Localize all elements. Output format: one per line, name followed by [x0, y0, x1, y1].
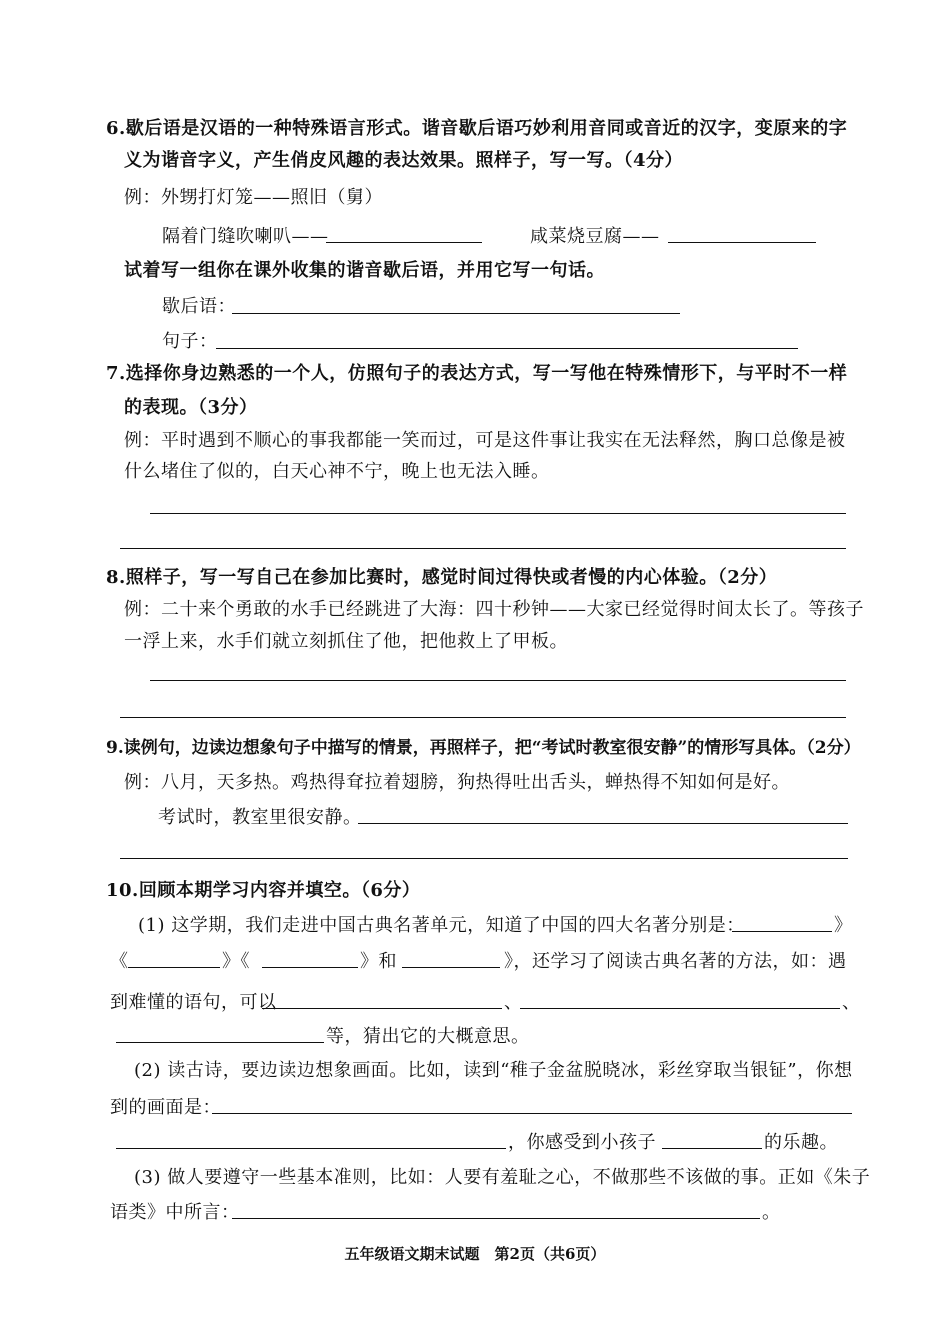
q7-example-line1: 例：平时遇到不顺心的事我都能一笑而过，可是这件事让我实在无法释然，胸口总像是被	[124, 430, 846, 451]
q10-p1-text-d: 等，猜出它的大概意思。	[326, 1026, 530, 1047]
q6-sentence-blank[interactable]	[216, 348, 798, 349]
q10-p1-mid1: 》《	[222, 951, 250, 972]
q10-p2-text-c: ，你感受到小孩子	[508, 1132, 656, 1153]
q6-xhy-blank[interactable]	[232, 313, 680, 314]
q6-stem-line2: 义为谐音字义，产生俏皮风趣的表达效果。照样子，写一写。（4分）	[124, 150, 684, 171]
q8-answer-blank-1[interactable]	[150, 680, 846, 681]
q6-example: 例：外甥打灯笼——照旧（舅）	[124, 187, 383, 208]
q10-p2-text-b: 到的画面是：	[110, 1097, 221, 1118]
q10-p2-text-d: 的乐趣。	[764, 1132, 838, 1153]
q9-answer-blank-2[interactable]	[120, 858, 848, 859]
q8-stem: 8.照样子，写一写自己在参加比赛时，感觉时间过得快或者慢的内心体验。（2分）	[106, 567, 778, 588]
q10-method2-blank[interactable]	[520, 1008, 840, 1009]
q9-example: 例：八月，天多热。鸡热得耷拉着翅膀，狗热得吐出舌头，蝉热得不知如何是好。	[124, 772, 790, 793]
q9-stem: 9.读例句，边读边想象句子中描写的情景，再照样子，把“考试时教室很安静”的情形写具体。（2分）	[106, 738, 861, 758]
q10-method1-blank[interactable]	[262, 1008, 502, 1009]
q10-fun-blank[interactable]	[662, 1148, 762, 1149]
q10-p1-text-a: (1) 这学期，我们走进中国古典名著单元，知道了中国的四大名著分别是：	[138, 915, 745, 936]
q7-stem-line2: 的表现。（3分）	[124, 397, 258, 418]
q10-novel3-blank[interactable]	[262, 967, 358, 968]
q6-xhy-label: 歇后语：	[162, 296, 236, 317]
q10-p1-mid2: 》和	[360, 951, 397, 972]
q6-item1-blank[interactable]	[326, 242, 482, 243]
q10-p2-text-a: (2) 读古诗，要边读边想象画面。比如，读到“稚子金盆脱晓冰，彩丝穿取当银钲”，你想	[134, 1060, 853, 1081]
q10-novel4-blank[interactable]	[402, 967, 500, 968]
q10-p3-end: 。	[762, 1202, 781, 1223]
q6-instruction: 试着写一组你在课外收集的谐音歇后语，并用它写一句话。	[124, 260, 605, 281]
q9-answer-blank-1[interactable]	[358, 823, 848, 824]
q10-p1-text-c: 到难懂的语句，可以	[110, 992, 277, 1013]
q6-sentence-label: 句子：	[162, 331, 218, 352]
q6-item2-blank[interactable]	[668, 242, 816, 243]
q10-title: 10.回顾本期学习内容并填空。（6分）	[106, 880, 421, 901]
q10-p1-close-bracket: 》	[834, 915, 853, 936]
q8-answer-blank-2[interactable]	[120, 717, 846, 718]
q10-p1-open-bracket: 《	[110, 951, 129, 972]
q6-item2-label: 咸菜烧豆腐——	[530, 226, 660, 247]
q6-stem-line1: 6.歇后语是汉语的一种特殊语言形式。谐音歇后语巧妙利用音同或音近的汉字，变原来的字	[106, 118, 848, 139]
q7-answer-blank-1[interactable]	[150, 513, 846, 514]
q10-p3-text-a: (3) 做人要遵守一些基本准则，比如：人要有羞耻之心，不做那些不该做的事。正如《朱子	[134, 1167, 871, 1188]
q8-example-line1: 例：二十来个勇敢的水手已经跳进了大海：四十秒钟——大家已经觉得时间太长了。等孩子	[124, 599, 864, 620]
q10-method3-blank[interactable]	[116, 1042, 324, 1043]
q8-example-line2: 一浮上来，水手们就立刻抓住了他，把他救上了甲板。	[124, 631, 568, 652]
q10-p1-text-b: 》，还学习了阅读古典名著的方法，如：遇	[504, 951, 847, 972]
q10-novel1-blank[interactable]	[732, 931, 832, 932]
q10-p1-sep1: 、	[504, 992, 523, 1013]
q10-scene-blank-2[interactable]	[116, 1148, 506, 1149]
q7-answer-blank-2[interactable]	[120, 548, 846, 549]
q10-scene-blank-1[interactable]	[212, 1113, 852, 1114]
q9-prompt: 考试时，教室里很安静。	[158, 807, 362, 828]
q10-novel2-blank[interactable]	[128, 967, 220, 968]
q7-example-line2: 什么堵住了似的，白天心神不宁，晚上也无法入睡。	[124, 461, 550, 482]
q10-quote-blank[interactable]	[232, 1218, 760, 1219]
q7-stem-line1: 7.选择你身边熟悉的一个人，仿照句子的表达方式，写一写他在特殊情形下，与平时不一样	[106, 363, 848, 384]
q10-p3-text-b: 语类》中所言：	[110, 1202, 240, 1223]
q10-p1-sep2: 、	[842, 992, 861, 1013]
page-footer: 五年级语文期末试题 第2页（共6页）	[344, 1245, 606, 1263]
q6-item1-label: 隔着门缝吹喇叭——	[162, 226, 329, 247]
